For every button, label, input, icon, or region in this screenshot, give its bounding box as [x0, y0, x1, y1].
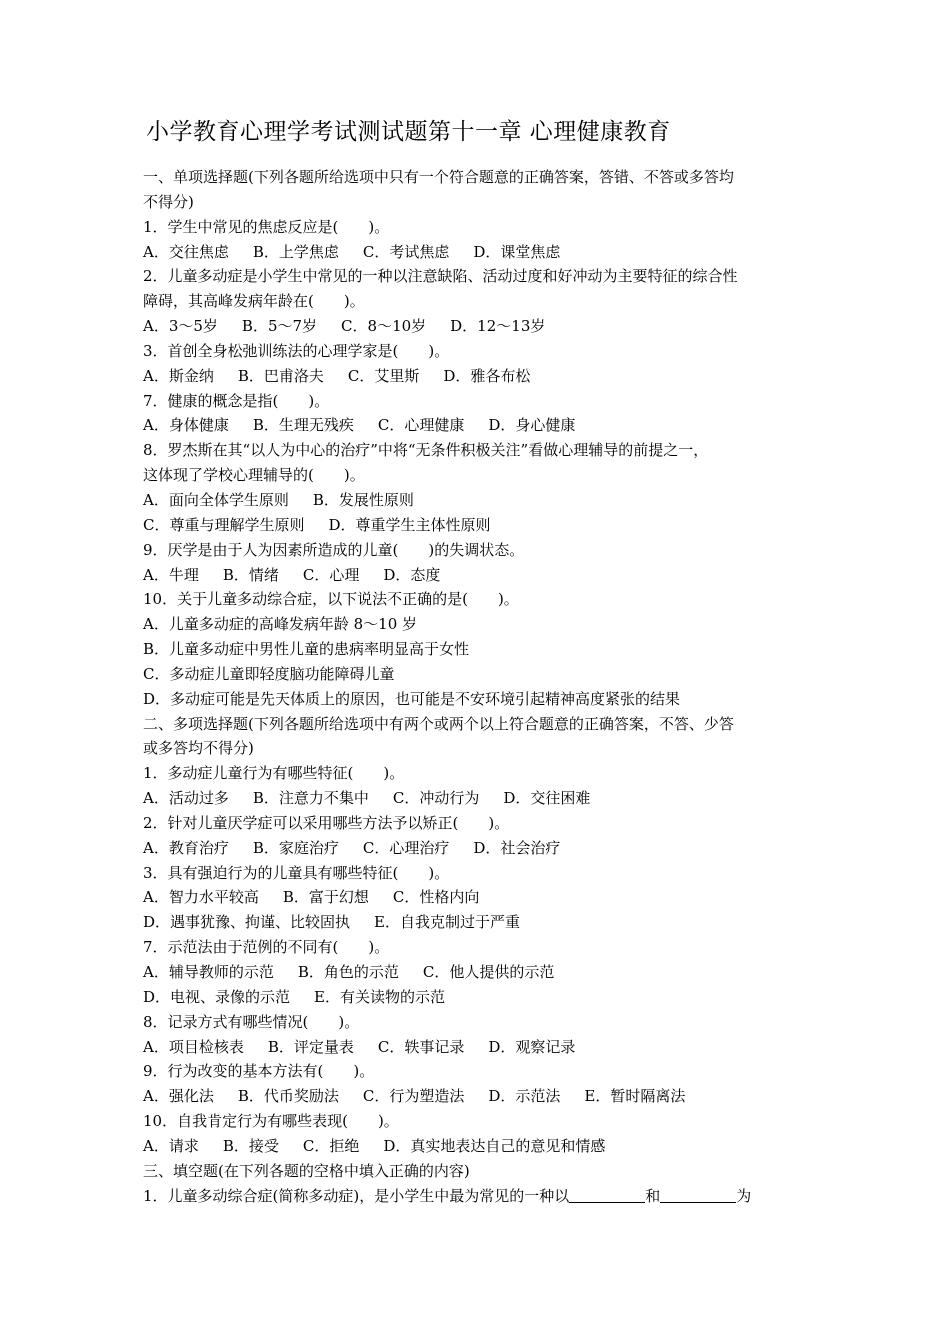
option-line [143, 240, 813, 265]
answer-option: B．角色的示范 [297, 963, 399, 981]
answer-option: B．评定量表 [267, 1037, 354, 1056]
answer-option: A．面向全体学生原则 [143, 490, 289, 509]
option-line [143, 314, 813, 339]
text-line: 9．厌学是由于人为因素所造成的儿童( )的失调状态。 [143, 540, 525, 559]
answer-option: A．辅导教师的示范 [143, 963, 274, 981]
text-line: 2．儿童多动症是小学生中常见的一种以注意缺陷、活动过度和好冲动为主要特征的综合性 [143, 267, 738, 286]
fill-text: 1．儿童多动综合症(简称多动症)，是小学生中最为常见的一种以 [143, 1186, 570, 1205]
text-line: C．多动症儿童即轻度脑功能障碍儿童 [143, 664, 395, 683]
answer-option: C．心理 [302, 565, 360, 584]
answer-option: C．心理健康 [377, 416, 465, 435]
fill-blank [569, 1186, 645, 1203]
answer-option: A．教育治疗 [143, 838, 229, 857]
option-line [143, 885, 813, 910]
option-line [143, 1134, 813, 1159]
option-line [143, 488, 813, 513]
text-line: 3．具有强迫行为的儿童具有哪些特征( )。 [143, 863, 450, 882]
answer-option: D．交往困难 [503, 789, 591, 808]
answer-option: B．注意力不集中 [252, 789, 369, 808]
text-line: 障碍，其高峰发病年龄在( )。 [143, 292, 365, 311]
answer-option: B．5～7岁 [241, 317, 318, 336]
answer-option: E．暂时隔离法 [584, 1087, 686, 1106]
text-line: 不得分) [143, 192, 194, 211]
answer-option: C．性格内向 [392, 888, 480, 907]
answer-option: D．课堂焦虑 [473, 242, 561, 261]
answer-option: B．家庭治疗 [252, 838, 339, 857]
text-line: 1．多动症儿童行为有哪些特征( )。 [143, 764, 405, 783]
answer-option: B．上学焦虑 [252, 242, 339, 261]
fill-blank [660, 1186, 736, 1203]
text-line: 7．健康的概念是指( )。 [143, 391, 330, 410]
answer-option: D．示范法 [488, 1087, 561, 1106]
text-line: 9．行为改变的基本方法有( )。 [143, 1062, 375, 1081]
answer-option: C．8～10岁 [341, 317, 427, 336]
answer-option: C．轶事记录 [377, 1037, 465, 1056]
document-title: 小学教育心理学考试测试题第十一章 心理健康教育 [146, 119, 671, 145]
text-line: 三、填空题(在下列各题的空格中填入正确的内容) [143, 1161, 470, 1180]
answer-option: D．12～13岁 [450, 317, 546, 336]
option-line [143, 563, 813, 588]
answer-option: C．拒绝 [302, 1136, 360, 1155]
option-line [143, 413, 813, 438]
option-line [143, 985, 813, 1010]
answer-option: B．发展性原则 [312, 490, 414, 509]
text-line: 10．关于儿童多动综合症，以下说法不正确的是( )。 [143, 590, 519, 609]
fill-text: 和 [645, 1186, 661, 1205]
text-line: 这体现了学校心理辅导的( )。 [143, 466, 365, 485]
option-line [143, 1084, 813, 1109]
answer-option: A．项目检核表 [143, 1037, 244, 1056]
answer-option: A．身体健康 [143, 416, 229, 435]
text-line: 10．自我肯定行为有哪些表现( )。 [143, 1112, 399, 1131]
answer-option: A．3～5岁 [143, 317, 218, 336]
answer-option: D．身心健康 [488, 416, 576, 435]
answer-option: D．雅各布松 [443, 366, 531, 385]
option-line [143, 836, 813, 861]
option-line [143, 1035, 813, 1060]
answer-option: A．斯金纳 [143, 366, 214, 385]
text-line: A．儿童多动症的高峰发病年龄 8～10 岁 [143, 615, 418, 634]
answer-option: B．接受 [222, 1136, 279, 1155]
answer-option: C．考试焦虑 [362, 242, 450, 261]
text-line: 或多答均不得分) [143, 739, 254, 758]
answer-option: D．尊重学生主体性原则 [328, 515, 491, 534]
text-line: 8．记录方式有哪些情况( )。 [143, 1012, 360, 1031]
answer-option: C．他人提供的示范 [422, 963, 555, 981]
answer-option: A．智力水平较高 [143, 888, 259, 907]
option-line [143, 364, 813, 389]
text-line: 二、多项选择题(下列各题所给选项中有两个或两个以上符合题意的正确答案，不答、少答 [143, 714, 734, 733]
answer-option: D．社会治疗 [473, 838, 561, 857]
answer-option: E．自我克制过于严重 [374, 913, 520, 932]
answer-option: C．艾里斯 [347, 366, 420, 385]
answer-option: A．交往焦虑 [143, 242, 229, 261]
fill-text: 为 [736, 1186, 752, 1205]
answer-option: A．活动过多 [143, 789, 229, 808]
text-line: 7．示范法由于范例的不同有( )。 [143, 938, 390, 957]
option-line [143, 960, 813, 985]
option-line [143, 513, 813, 538]
answer-option: C．尊重与理解学生原则 [143, 515, 305, 534]
answer-option: D．遇事犹豫、拘谨、比较固执 [143, 913, 351, 932]
answer-option: C．心理治疗 [362, 838, 450, 857]
answer-option: D．态度 [383, 565, 441, 584]
fill-in-line [143, 1184, 813, 1209]
option-line [143, 910, 813, 935]
answer-option: C．行为塑造法 [362, 1087, 465, 1106]
answer-option: B．生理无残疾 [252, 416, 354, 435]
answer-option: B．情绪 [222, 565, 279, 584]
answer-option: C．冲动行为 [392, 789, 480, 808]
text-line: 1．学生中常见的焦虑反应是( )。 [143, 217, 390, 236]
answer-option: A．请求 [143, 1136, 199, 1155]
option-line [143, 786, 813, 811]
answer-option: B．巴甫洛夫 [237, 366, 324, 385]
text-line: 8．罗杰斯在其“以人为中心的治疗”中将“无条件积极关注”看做心理辅导的前提之一， [143, 441, 709, 460]
answer-option: D．真实地表达自己的意见和情感 [383, 1136, 606, 1155]
document-body [143, 165, 813, 1208]
answer-option: B．富于幻想 [282, 888, 369, 907]
answer-option: D．电视、录像的示范 [143, 987, 291, 1006]
text-line: B．儿童多动症中男性儿童的患病率明显高于女性 [143, 640, 470, 659]
text-line: D．多动症可能是先天体质上的原因，也可能是不安环境引起精神高度紧张的结果 [143, 689, 681, 708]
text-line: 2．针对儿童厌学症可以采用哪些方法予以矫正( )。 [143, 813, 510, 832]
answer-option: E．有关读物的示范 [314, 987, 445, 1006]
answer-option: D．观察记录 [488, 1037, 576, 1056]
answer-option: A．牛理 [143, 565, 199, 584]
text-line: 3．首创全身松弛训练法的心理学家是( )。 [143, 341, 450, 360]
answer-option: B．代币奖励法 [237, 1087, 339, 1106]
answer-option: A．强化法 [143, 1087, 214, 1106]
text-line: 一、单项选择题(下列各题所给选项中只有一个符合题意的正确答案，答错、不答或多答均 [143, 168, 734, 186]
